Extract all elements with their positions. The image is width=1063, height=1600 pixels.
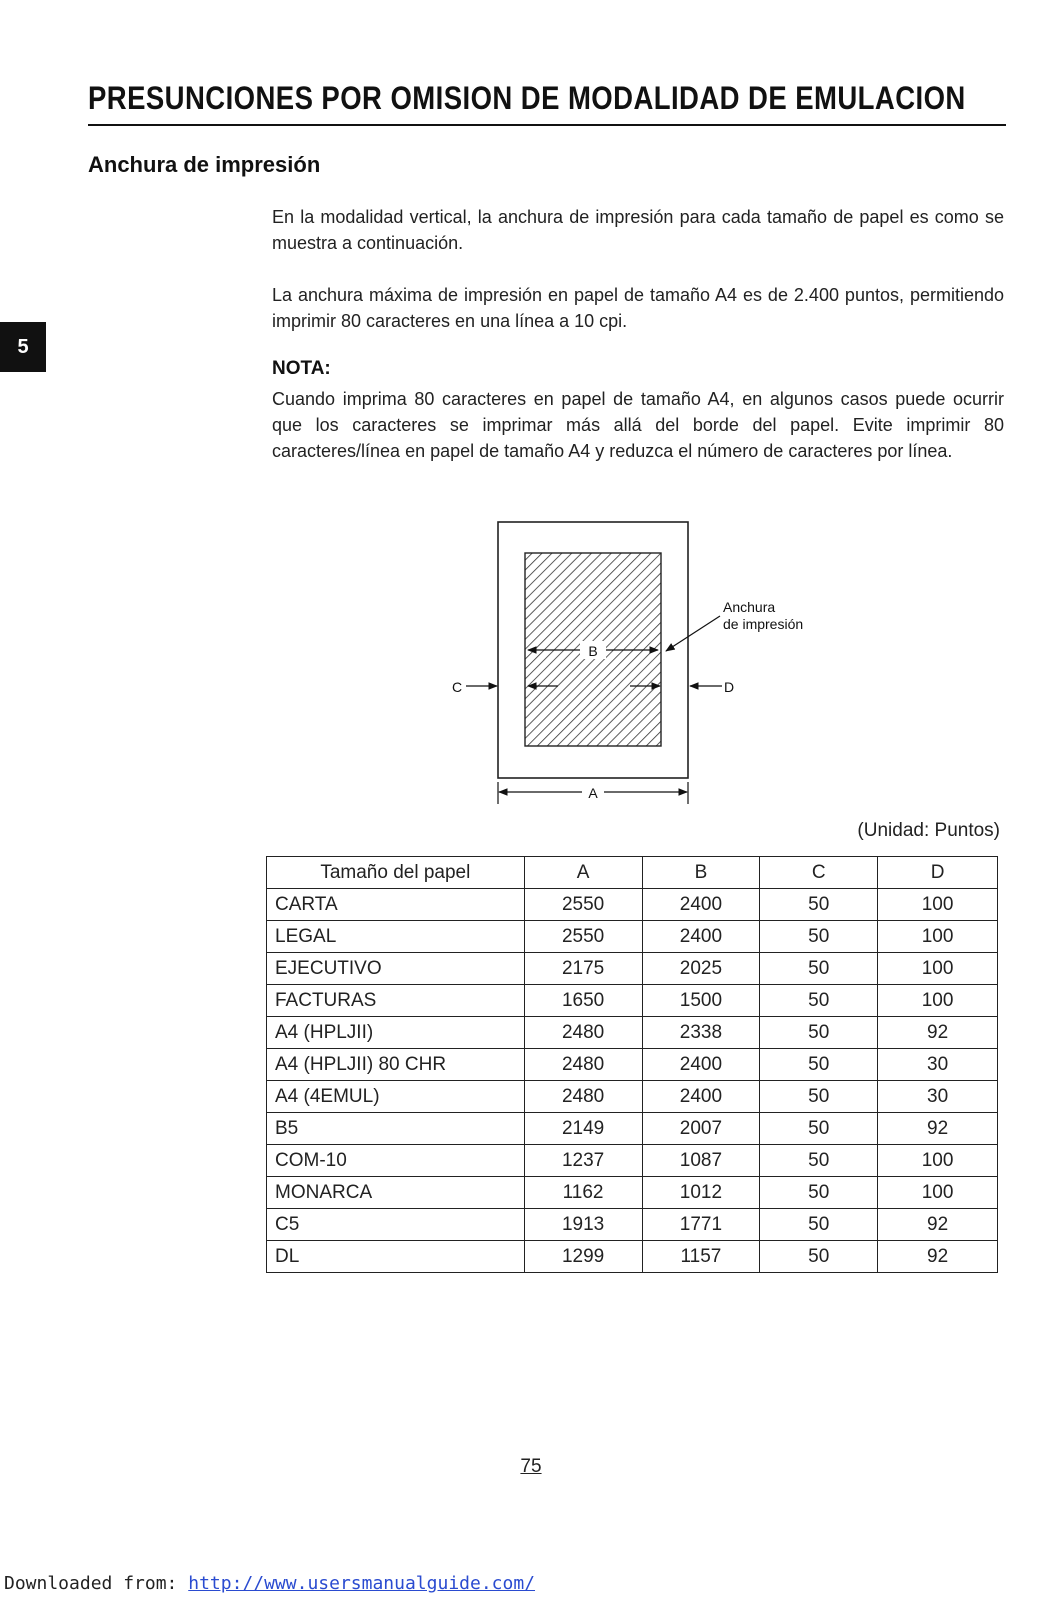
cell-b: 1012 [642, 1177, 760, 1209]
table-row [267, 921, 998, 953]
cell-b: 2400 [642, 1049, 760, 1081]
cell-paper-size: EJECUTIVO [267, 953, 525, 985]
cell-b: 2338 [642, 1017, 760, 1049]
download-footer [4, 1573, 535, 1594]
cell-c: 50 [760, 889, 878, 921]
cell-d: 100 [878, 889, 998, 921]
cell-d: 92 [878, 1241, 998, 1273]
header-c: C [760, 857, 878, 889]
cell-b: 2007 [642, 1113, 760, 1145]
header-a: A [524, 857, 642, 889]
cell-c: 50 [760, 1241, 878, 1273]
cell-b: 2400 [642, 889, 760, 921]
cell-c: 50 [760, 1113, 878, 1145]
cell-d: 30 [878, 1081, 998, 1113]
cell-paper-size: A4 (HPLJII) 80 CHR [267, 1049, 525, 1081]
cell-d: 100 [878, 985, 998, 1017]
cell-a: 1299 [524, 1241, 642, 1273]
download-prefix: Downloaded from: [4, 1573, 189, 1594]
cell-c: 50 [760, 1177, 878, 1209]
table-row [267, 1241, 998, 1273]
cell-d: 100 [878, 1145, 998, 1177]
cell-a: 2480 [524, 1017, 642, 1049]
table-row [267, 985, 998, 1017]
table-row [267, 1017, 998, 1049]
label-b: B [588, 643, 598, 659]
cell-paper-size: MONARCA [267, 1177, 525, 1209]
cell-paper-size: A4 (4EMUL) [267, 1081, 525, 1113]
cell-paper-size: LEGAL [267, 921, 525, 953]
chapter-tab: 5 [0, 322, 46, 372]
cell-paper-size: A4 (HPLJII) [267, 1017, 525, 1049]
paper-size-table [266, 856, 998, 1273]
cell-b: 1771 [642, 1209, 760, 1241]
cell-paper-size: DL [267, 1241, 525, 1273]
header-d: D [878, 857, 998, 889]
table-row [267, 1209, 998, 1241]
cell-a: 1650 [524, 985, 642, 1017]
cell-paper-size: COM-10 [267, 1145, 525, 1177]
label-d: D [724, 679, 735, 695]
cell-c: 50 [760, 1049, 878, 1081]
cell-a: 1237 [524, 1145, 642, 1177]
table-header-row [267, 857, 998, 889]
table-row [267, 1177, 998, 1209]
table-row [267, 1049, 998, 1081]
cell-a: 2480 [524, 1081, 642, 1113]
cell-a: 2550 [524, 921, 642, 953]
note-text: Cuando imprima 80 caracteres en papel de tamaño A4, en algunos casos puede ocurrir que los caracteres se imprimar más allá del borde del papel. Evite imprimir 80 caracteres/línea en papel de tamaño A4 y reduzca el número de caracteres por línea. [272, 389, 1004, 461]
cell-b: 2025 [642, 953, 760, 985]
cell-paper-size: C5 [267, 1209, 525, 1241]
intro-paragraph: En la modalidad vertical, la anchura de impresión para cada tamaño de papel es como se muestra a continuación. [272, 207, 1004, 253]
cell-c: 50 [760, 1145, 878, 1177]
header-b: B [642, 857, 760, 889]
cell-a: 2175 [524, 953, 642, 985]
download-link[interactable]: http://www.usersmanualguide.com/ [188, 1573, 536, 1594]
label-a: A [588, 785, 598, 801]
page-number: 75 [520, 1456, 542, 1477]
cell-a: 1162 [524, 1177, 642, 1209]
cell-d: 92 [878, 1113, 998, 1145]
cell-a: 2550 [524, 889, 642, 921]
cell-c: 50 [760, 1209, 878, 1241]
cell-d: 92 [878, 1209, 998, 1241]
cell-paper-size: CARTA [267, 889, 525, 921]
section-title: Anchura de impresión [88, 152, 321, 177]
cell-paper-size: FACTURAS [267, 985, 525, 1017]
cell-d: 100 [878, 1177, 998, 1209]
cell-a: 2149 [524, 1113, 642, 1145]
unit-note: (Unidad: Puntos) [857, 820, 1000, 841]
page-title: PRESUNCIONES POR OMISION DE MODALIDAD DE EMULACION [88, 80, 966, 116]
callout-line2: de impresión [723, 616, 804, 632]
cell-b: 1157 [642, 1241, 760, 1273]
table-row [267, 1113, 998, 1145]
cell-d: 100 [878, 953, 998, 985]
note-label: NOTA: [272, 358, 331, 379]
callout-line1: Anchura [723, 599, 776, 615]
cell-d: 100 [878, 921, 998, 953]
cell-a: 1913 [524, 1209, 642, 1241]
cell-b: 1500 [642, 985, 760, 1017]
cell-c: 50 [760, 921, 878, 953]
cell-b: 2400 [642, 921, 760, 953]
cell-c: 50 [760, 1017, 878, 1049]
print-width-diagram [440, 516, 840, 816]
max-width-paragraph: La anchura máxima de impresión en papel de tamaño A4 es de 2.400 puntos, permitiendo imprimir 80 caracteres en una línea a 10 cpi. [272, 285, 1004, 331]
cell-d: 92 [878, 1017, 998, 1049]
table-row [267, 1145, 998, 1177]
cell-d: 30 [878, 1049, 998, 1081]
table-row [267, 889, 998, 921]
cell-c: 50 [760, 1081, 878, 1113]
cell-paper-size: B5 [267, 1113, 525, 1145]
cell-b: 2400 [642, 1081, 760, 1113]
cell-b: 1087 [642, 1145, 760, 1177]
table-row [267, 953, 998, 985]
title-underline [88, 124, 1006, 126]
cell-c: 50 [760, 985, 878, 1017]
cell-a: 2480 [524, 1049, 642, 1081]
header-paper-size: Tamaño del papel [267, 857, 525, 889]
cell-c: 50 [760, 953, 878, 985]
table-row [267, 1081, 998, 1113]
label-c: C [452, 679, 463, 695]
